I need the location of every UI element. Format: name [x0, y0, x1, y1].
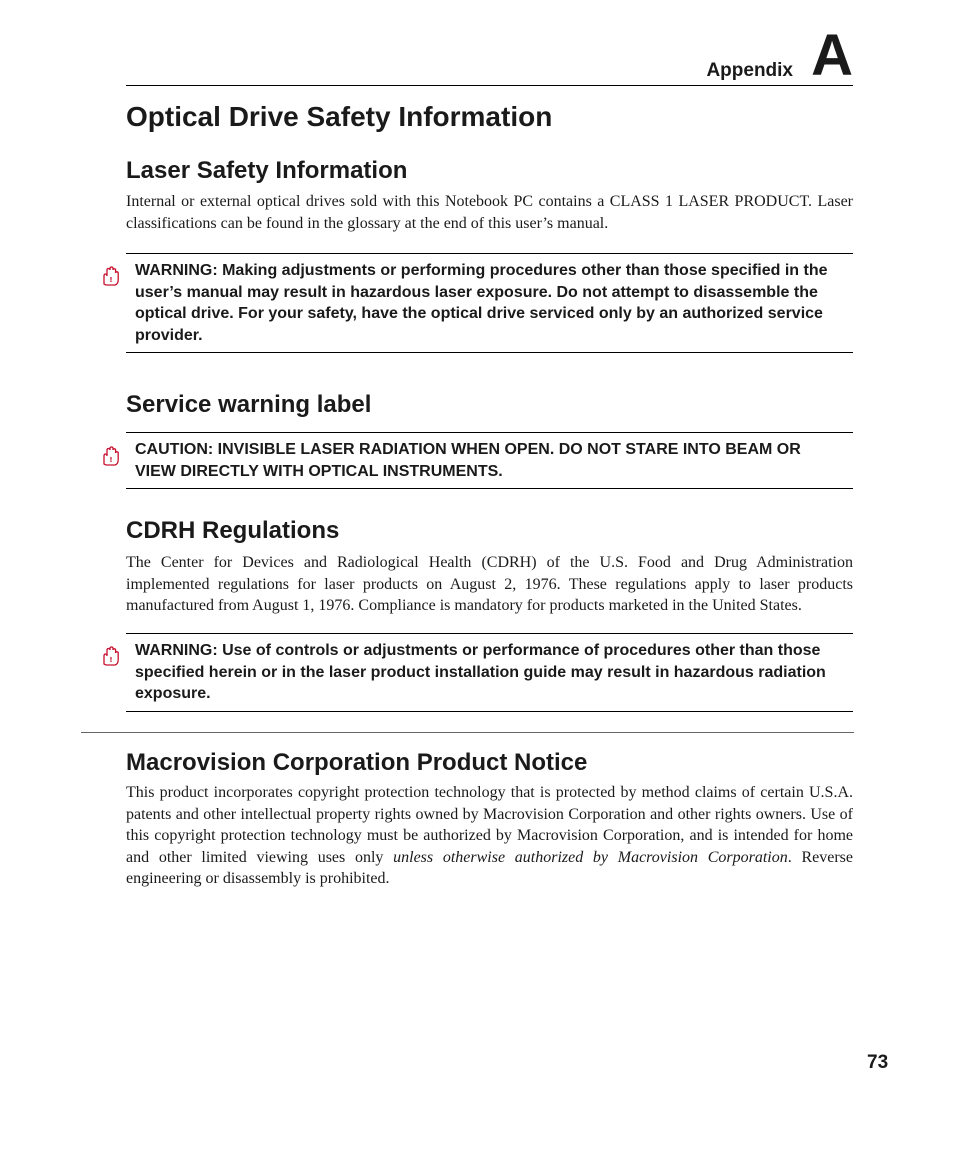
macrovision-body-italic: unless otherwise authorized by Macrovision Corporation	[393, 848, 788, 866]
svg-text:!: !	[109, 276, 113, 284]
warning-hand-icon	[100, 265, 122, 287]
laser-warning-box	[126, 253, 853, 353]
section-divider	[81, 732, 854, 733]
laser-warning-text: WARNING: Making adjustments or performing procedures other than those specified in the user’s manual may result in hazardous laser exposure. Do not attempt to disassemble the optical drive. For your safety, have the optical drive serviced only by an authorized service provider.	[135, 262, 828, 344]
warning-hand-icon	[100, 445, 122, 467]
service-caution-box	[126, 432, 853, 489]
header-appendix-letter: A	[811, 23, 853, 88]
macrovision-body-start: This product incorporates copyright protection technology that is protected by method claims of certain U.S.A. patents and other intellectual property rights owned by Macrovision Corporation and other rights owners. Use of this copyright protection technology must be authorized by Macrovision Corporation, and is intended for home and other limited viewing uses only	[126, 784, 853, 866]
page-title: Optical Drive Safety Information	[126, 101, 553, 132]
cdrh-body: The Center for Devices and Radiological Health (CDRH) of the U.S. Food and Drug Administration implemented regulations for laser products on August 2, 1976. These regulations apply to laser products manufactured from August 1, 1976. Compliance is mandatory for products marketed in the United States.	[126, 554, 853, 614]
service-caution-text: CAUTION: INVISIBLE LASER RADIATION WHEN OPEN. DO NOT STARE INTO BEAM OR VIEW DIRECTLY WITH OPTICAL INSTRUMENTS.	[135, 441, 801, 480]
macrovision-heading: Macrovision Corporation Product Notice	[126, 749, 588, 776]
cdrh-warning-text: WARNING: Use of controls or adjustments or performance of procedures other than those specified herein or in the laser product installation guide may result in hazardous radiation exposure.	[135, 642, 826, 702]
macrovision-body	[126, 782, 853, 890]
service-warning-heading: Service warning label	[126, 391, 372, 418]
macrovision-body-end: . Reverse engineering or disassembly is prohibited.	[126, 848, 853, 887]
page-header	[126, 23, 853, 88]
warning-hand-icon	[100, 645, 122, 667]
page-number: 73	[867, 1052, 889, 1073]
cdrh-warning-box	[126, 633, 853, 712]
laser-safety-heading: Laser Safety Information	[126, 157, 408, 184]
cdrh-heading: CDRH Regulations	[126, 517, 340, 544]
laser-safety-body: Internal or external optical drives sold with this Notebook PC contains a CLASS 1 LASER PRODUCT. Laser classifications can be found in the glossary at the end of this user’s manual.	[126, 193, 853, 232]
svg-text:!: !	[109, 456, 113, 464]
svg-text:!: !	[109, 656, 113, 664]
header-section-label: Appendix	[706, 60, 793, 81]
